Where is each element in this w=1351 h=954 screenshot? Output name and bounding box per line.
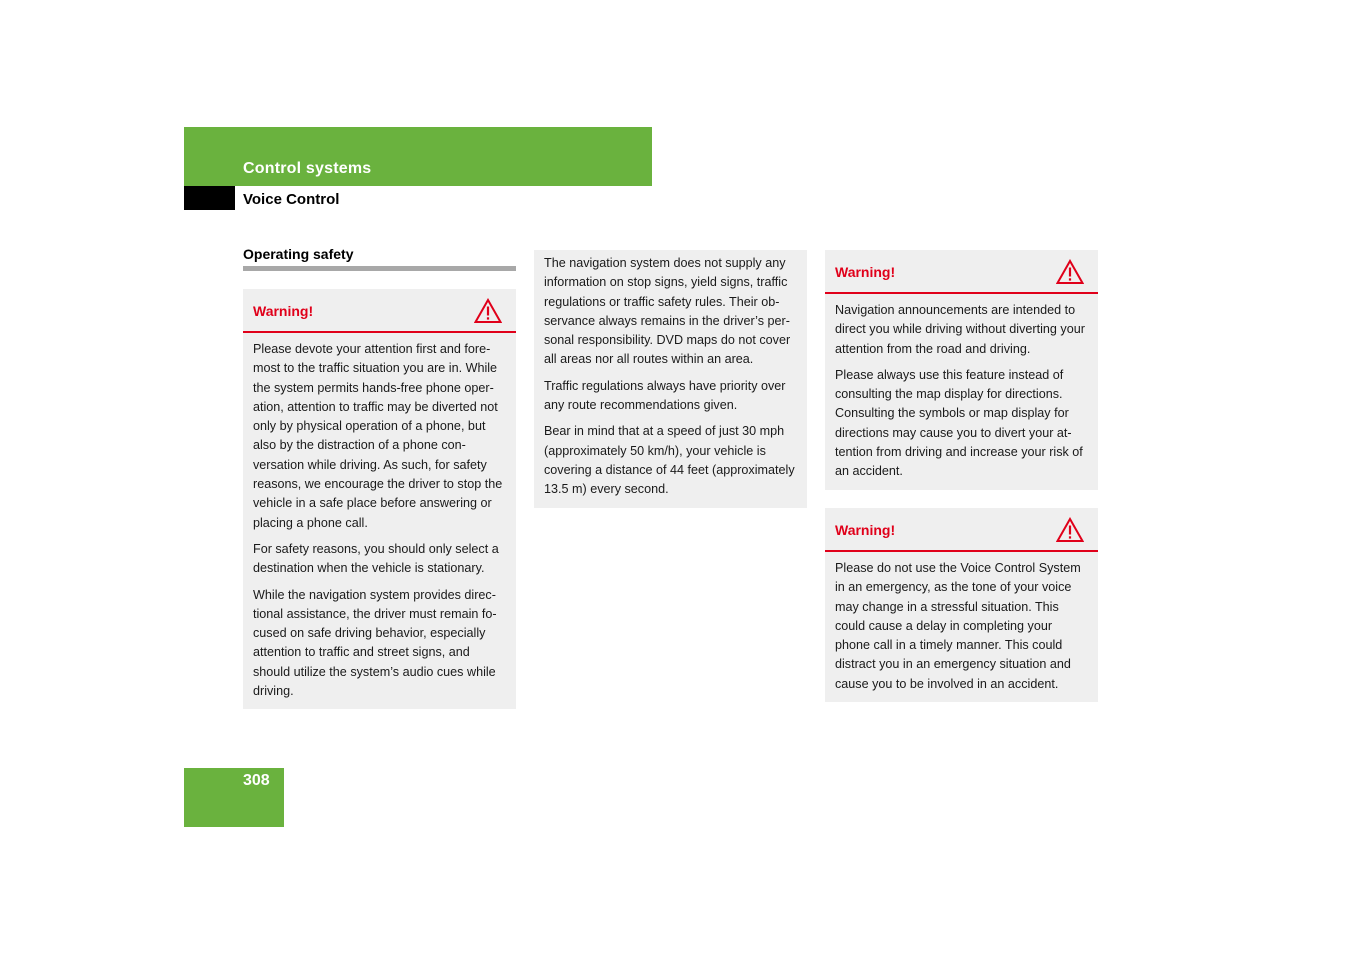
chapter-title: Control systems (243, 160, 372, 177)
section-title: Voice Control (243, 191, 340, 208)
warning-paragraph: While the navigation system provides direc-tional assistance, the driver must remain fo-cused on safe driving behavior, especially attention to traffic and street signs, and should utilize the system’s audio cues while driving. (253, 587, 497, 699)
warning-paragraph: Please always use this feature instead of consulting the map display for directions. Consulting the symbols or map display for directions may cause you to divert your at-tention from driving and increase your risk of an accident. (835, 367, 1083, 479)
warning-paragraph: Navigation announcements are intended to direct you while driving without diverting your attention from the road and driving. (835, 303, 1085, 356)
operating-safety-heading: Operating safety (243, 246, 516, 271)
warning-box-left (243, 289, 516, 709)
info-box-middle (534, 250, 807, 508)
warning-box-right-1 (825, 250, 1098, 490)
info-paragraph: Traffic regulations always have priority over any route recommendations given. (544, 378, 786, 413)
warning-triangle-icon (474, 298, 502, 324)
warning-paragraph: Please do not use the Voice Control System in an emergency, as the tone of your voice may change in a stressful situation. This could cause a delay in completing your phone call in a timely manner. This could distract you in an emergency situation and cause you to be involved in an accident. (835, 561, 1081, 691)
warning-box-right-2 (825, 508, 1098, 702)
info-body (534, 250, 807, 508)
warning-header (243, 289, 516, 333)
warning-label: Warning! (253, 303, 314, 319)
warning-label: Warning! (835, 264, 896, 280)
info-paragraph: Bear in mind that at a speed of just 30 mph (approximately 50 km/h), your vehicle is covering a distance of 44 feet (approximately 13.5 m) every second. (544, 424, 795, 497)
section-marker-tab (184, 186, 235, 210)
warning-header (825, 250, 1098, 294)
warning-body (825, 552, 1098, 702)
warning-label: Warning! (835, 522, 896, 538)
info-paragraph: The navigation system does not supply any information on stop signs, yield signs, traffic regulations or traffic safety rules. Their ob-servance always remains in the driver’s per-sonal responsibility. DVD maps do not cover all areas nor all routes within an area. (544, 256, 791, 367)
warning-triangle-icon (1056, 259, 1084, 285)
warning-paragraph: For safety reasons, you should only select a destination when the vehicle is stationary. (253, 541, 499, 576)
page-number: 308 (243, 772, 270, 789)
warning-paragraph: Please devote your attention first and fore-most to the traffic situation you are in. While the system permits hands-free phone oper-ation, attention to traffic may be diverted not only by physical operation of a phone, but also by the distraction of a phone con-versation while driving. As such, for safety reasons, we encourage the driver to stop the vehicle in a safe place before answering or placing a phone call. (253, 342, 503, 530)
warning-triangle-icon (1056, 517, 1084, 543)
warning-body (243, 333, 516, 709)
warning-header (825, 508, 1098, 552)
warning-body (825, 294, 1098, 490)
